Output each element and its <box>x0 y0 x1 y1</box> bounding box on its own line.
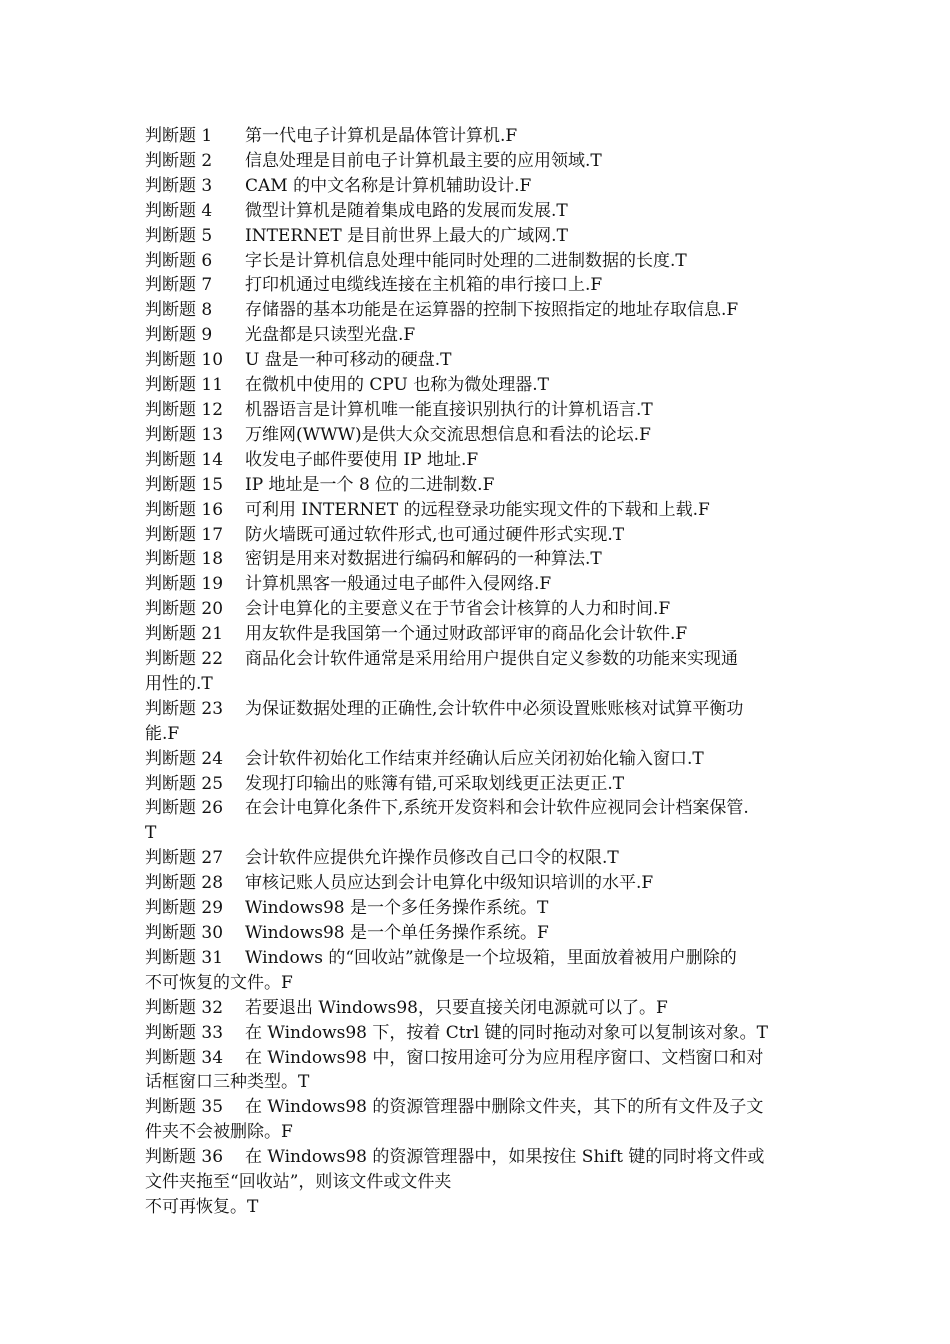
question-item <box>145 448 813 473</box>
question-number: 判断题 23 <box>145 698 224 719</box>
question-text: 在 Windows98 中，窗口按用途可分为应用程序窗口、文档窗口和对 <box>245 1047 764 1068</box>
question-item <box>145 473 813 498</box>
question-item <box>145 796 813 846</box>
question-text: 审核记账人员应达到会计电算化中级知识培训的水平.F <box>245 873 654 894</box>
question-text: 在 Windows98 的资源管理器中，如果按住 Shift 键的同时将文件或 <box>245 1147 765 1168</box>
question-text: 商品化会计软件通常是采用给用户提供自定义参数的功能来实现通 <box>245 649 738 670</box>
question-item <box>145 1145 813 1220</box>
question-number: 判断题 3 <box>145 175 213 196</box>
question-text-continued: 文件夹拖至“回收站”，则该文件或文件夹 <box>145 1172 452 1193</box>
question-text: 防火墙既可通过软件形式,也可通过硬件形式实现.T <box>245 524 625 545</box>
question-item <box>145 547 813 572</box>
question-text-continued: 话框窗口三种类型。T <box>145 1072 310 1093</box>
question-text: 机器语言是计算机唯一能直接识别执行的计算机语言.T <box>245 399 653 420</box>
question-text: 会计软件应提供允许操作员修改自己口令的权限.T <box>245 848 619 869</box>
question-item <box>145 572 813 597</box>
question-text: 微型计算机是随着集成电路的发展而发展.T <box>245 200 568 221</box>
question-item <box>145 846 813 871</box>
question-item <box>145 921 813 946</box>
question-text: 字长是计算机信息处理中能同时处理的二进制数据的长度.T <box>245 250 687 271</box>
question-number: 判断题 30 <box>145 923 224 943</box>
question-number: 判断题 10 <box>145 350 224 371</box>
question-text: 信息处理是目前电子计算机最主要的应用领域.T <box>245 150 602 171</box>
question-item <box>145 772 813 797</box>
question-number: 判断题 5 <box>145 225 213 246</box>
question-number: 判断题 32 <box>145 997 224 1018</box>
question-number: 判断题 16 <box>145 499 224 520</box>
question-item <box>145 597 813 622</box>
question-text: 发现打印输出的账簿有错,可采取划线更正法更正.T <box>245 773 625 794</box>
question-item <box>145 1095 813 1145</box>
question-number: 判断题 17 <box>145 524 224 545</box>
question-text: 光盘都是只读型光盘.F <box>245 325 416 346</box>
question-item <box>145 174 813 199</box>
question-text: U 盘是一种可移动的硬盘.T <box>245 350 452 371</box>
question-text: 在会计电算化条件下,系统开发资料和会计软件应视同会计档案保管. <box>245 798 749 819</box>
question-text: 计算机黑客一般通过电子邮件入侵网络.F <box>245 574 552 595</box>
question-number: 判断题 29 <box>145 898 224 919</box>
question-text: 若要退出 Windows98，只要直接关闭电源就可以了。F <box>245 997 668 1018</box>
question-text-continued: 件夹不会被删除。F <box>145 1122 293 1143</box>
question-text-continued: 能.F <box>145 723 180 744</box>
question-number: 判断题 21 <box>145 624 224 645</box>
question-number: 判断题 14 <box>145 449 224 470</box>
question-text: CAM 的中文名称是计算机辅助设计.F <box>245 175 532 196</box>
question-text: Windows98 是一个单任务操作系统。F <box>245 923 549 943</box>
question-text: 在微机中使用的 CPU 也称为微处理器.T <box>245 375 550 396</box>
question-number: 判断题 19 <box>145 574 224 595</box>
question-item <box>145 348 813 373</box>
question-text-continued: 用性的.T <box>145 673 213 694</box>
question-number: 判断题 18 <box>145 549 224 570</box>
question-number: 判断题 27 <box>145 848 224 869</box>
question-number: 判断题 8 <box>145 300 213 321</box>
question-item <box>145 1046 813 1096</box>
question-text: 在 Windows98 下，按着 Ctrl 键的同时拖动对象可以复制该对象。T <box>245 1022 768 1043</box>
question-text: 打印机通过电缆线连接在主机箱的串行接口上.F <box>245 275 603 296</box>
question-number: 判断题 6 <box>145 250 213 271</box>
question-item <box>145 871 813 896</box>
question-item <box>145 1021 813 1046</box>
question-text: 会计电算化的主要意义在于节省会计核算的人力和时间.F <box>245 599 671 620</box>
question-item <box>145 224 813 249</box>
question-text: 用友软件是我国第一个通过财政部评审的商品化会计软件.F <box>245 624 688 645</box>
question-text-continued: 不可恢复的文件。F <box>145 972 293 993</box>
question-number: 判断题 34 <box>145 1047 224 1068</box>
question-item <box>145 423 813 448</box>
question-number: 判断题 13 <box>145 424 224 445</box>
question-text: Windows98 是一个多任务操作系统。T <box>245 898 549 919</box>
question-number: 判断题 28 <box>145 873 224 894</box>
question-item <box>145 273 813 298</box>
question-item <box>145 647 813 697</box>
question-number: 判断题 26 <box>145 798 224 819</box>
question-text: IP 地址是一个 8 位的二进制数.F <box>245 474 495 495</box>
question-text: 密钥是用来对数据进行编码和解码的一种算法.T <box>245 549 602 570</box>
question-number: 判断题 31 <box>145 947 224 968</box>
question-number: 判断题 7 <box>145 275 213 296</box>
question-number: 判断题 11 <box>145 375 224 396</box>
question-text-continued: T <box>145 823 157 844</box>
question-item <box>145 398 813 423</box>
question-item <box>145 896 813 921</box>
question-text: 可利用 INTERNET 的远程登录功能实现文件的下载和上载.F <box>245 499 710 520</box>
question-number: 判断题 36 <box>145 1147 224 1168</box>
document-page <box>145 124 813 1220</box>
question-item <box>145 523 813 548</box>
question-item <box>145 747 813 772</box>
question-text: 收发电子邮件要使用 IP 地址.F <box>245 449 479 470</box>
question-item <box>145 498 813 523</box>
question-text-continued: 不可再恢复。T <box>145 1196 259 1217</box>
question-text: 为保证数据处理的正确性,会计软件中必须设置账账核对试算平衡功 <box>245 698 744 719</box>
question-number: 判断题 20 <box>145 599 224 620</box>
question-number: 判断题 2 <box>145 150 213 171</box>
question-item <box>145 124 813 149</box>
question-item <box>145 199 813 224</box>
question-number: 判断题 35 <box>145 1097 224 1118</box>
question-item <box>145 373 813 398</box>
question-number: 判断题 15 <box>145 474 224 495</box>
question-text: Windows 的“回收站”就像是一个垃圾箱，里面放着被用户删除的 <box>245 947 737 968</box>
question-item <box>145 946 813 996</box>
question-item <box>145 249 813 274</box>
question-item <box>145 323 813 348</box>
question-text: 第一代电子计算机是晶体管计算机.F <box>245 126 518 146</box>
question-number: 判断题 22 <box>145 649 224 670</box>
question-text: 万维网(WWW)是供大众交流思想信息和看法的论坛.F <box>245 424 651 445</box>
question-text: INTERNET 是目前世界上最大的广域网.T <box>245 225 568 246</box>
question-text: 在 Windows98 的资源管理器中删除文件夹，其下的所有文件及子文 <box>245 1097 764 1118</box>
question-number: 判断题 9 <box>145 325 213 346</box>
question-number: 判断题 24 <box>145 748 224 769</box>
question-item <box>145 298 813 323</box>
question-item <box>145 149 813 174</box>
question-number: 判断题 25 <box>145 773 224 794</box>
question-number: 判断题 33 <box>145 1022 224 1043</box>
question-text: 会计软件初始化工作结束并经确认后应关闭初始化输入窗口.T <box>245 748 704 769</box>
question-text: 存储器的基本功能是在运算器的控制下按照指定的地址存取信息.F <box>245 300 739 321</box>
question-item <box>145 996 813 1021</box>
question-item <box>145 697 813 747</box>
question-number: 判断题 12 <box>145 399 224 420</box>
question-item <box>145 622 813 647</box>
question-number: 判断题 1 <box>145 126 213 146</box>
question-number: 判断题 4 <box>145 200 213 221</box>
